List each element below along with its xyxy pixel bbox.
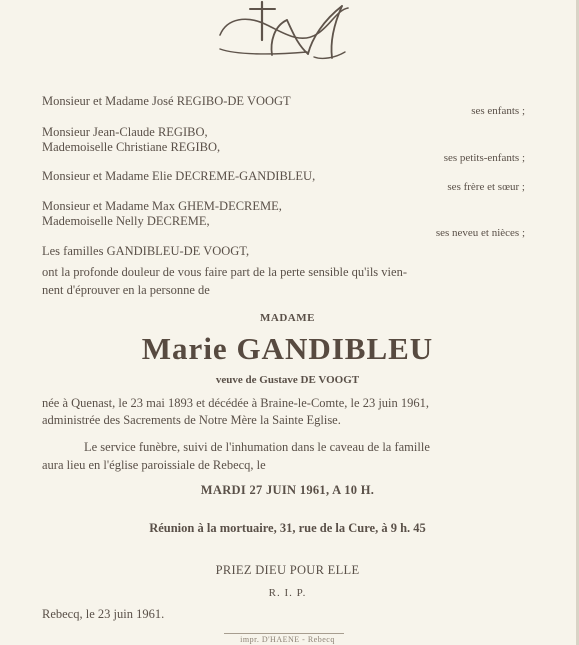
printer-imprint: impr. D'HAENE - Rebecq (240, 635, 335, 644)
sacraments-line: administrée des Sacrements de Notre Mère la Sainte Eglise. (42, 413, 341, 427)
family-line: Monsieur et Madame José REGIBO-DE VOOGT (42, 94, 291, 108)
place-date: Rebecq, le 23 juin 1961. (42, 607, 165, 621)
printer-divider (224, 633, 344, 634)
relation-label: ses frère et sœur ; (447, 181, 525, 193)
service-date: MARDI 27 JUIN 1961, A 10 H. (200, 483, 375, 497)
family-line: Monsieur et Madame Max GHEM-DECREME, (42, 199, 282, 213)
intro-line-1: ont la profonde douleur de vous faire part de la perte sensible qu'ils vien- (42, 265, 407, 279)
cross-monogram-icon (212, 0, 362, 65)
deceased-name: Marie GANDIBLEU (141, 331, 434, 366)
rip-line: R. I. P. (268, 587, 307, 599)
honorific: MADAME (260, 312, 315, 324)
widow-of: veuve de Gustave DE VOOGT (215, 374, 360, 386)
family-line: Monsieur Jean-Claude REGIBO, (42, 125, 208, 139)
family-line: Mademoiselle Nelly DECREME, (42, 214, 210, 228)
family-line: Monsieur et Madame Elie DECREME-GANDIBLEU, (42, 169, 316, 183)
family-line: Mademoiselle Christiane REGIBO, (42, 140, 221, 154)
service-line-1: Le service funèbre, suivi de l'inhumation dans le caveau de la famille (84, 440, 430, 454)
relation-label: ses enfants ; (471, 105, 525, 117)
birth-death-line: née à Quenast, le 23 mai 1893 et décédée à Braine-le-Comte, le 23 juin 1961, (42, 396, 430, 410)
prayer-line: PRIEZ DIEU POUR ELLE (215, 563, 360, 577)
family-line: Les familles GANDIBLEU-DE VOOGT, (42, 244, 250, 258)
relation-label: ses neveu et nièces ; (435, 227, 525, 239)
service-line-2: aura lieu en l'église paroissiale de Rebecq, le (42, 458, 266, 472)
relation-label: ses petits-enfants ; (443, 152, 525, 164)
reunion-line: Réunion à la mortuaire, 31, rue de la Cure, à 9 h. 45 (149, 521, 426, 535)
intro-line-2: nent d'éprouver en la personne de (42, 283, 210, 297)
svg-text:M: M (334, 52, 335, 53)
